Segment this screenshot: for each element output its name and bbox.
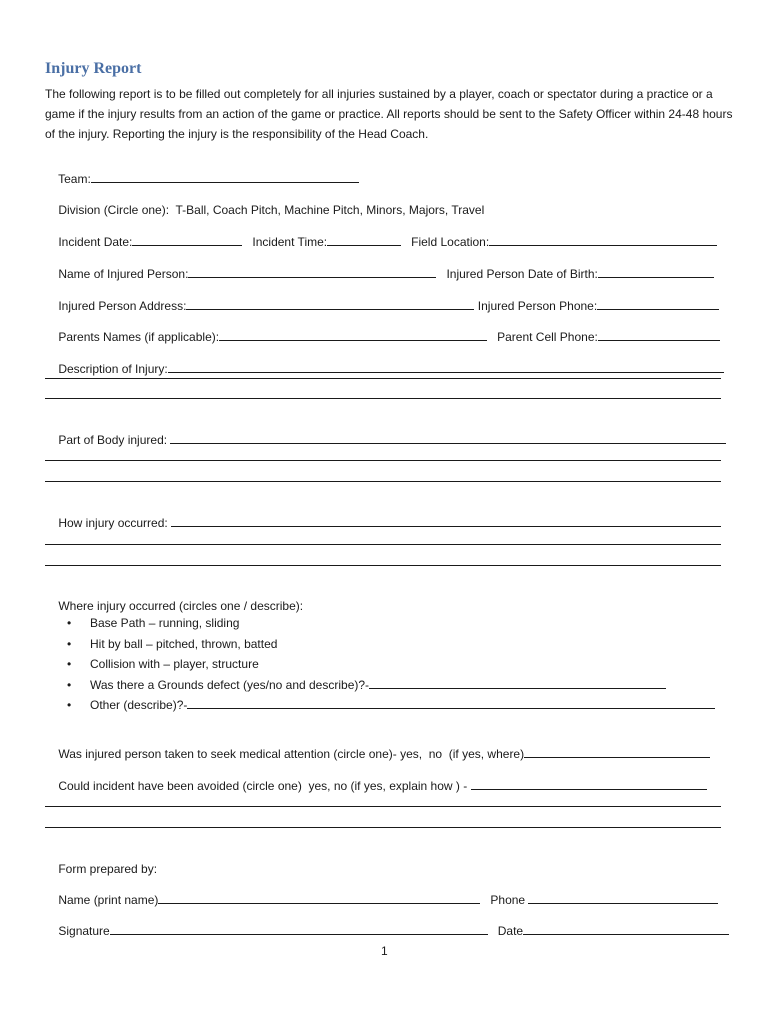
date-field[interactable] — [523, 923, 729, 935]
medical-label: Was injured person taken to seek medical attention (circle one)- yes, no (if yes, where) — [58, 747, 525, 761]
injured-dob-field[interactable] — [598, 266, 714, 278]
description-row — [45, 345, 724, 393]
where-options-list — [45, 613, 715, 716]
where-occurred-label: Where injury occurred (circles one / describe): — [58, 599, 304, 613]
incident-time-label: Incident Time: — [252, 235, 328, 249]
avoidable-line[interactable] — [45, 806, 721, 807]
avoidable-field[interactable] — [471, 778, 707, 790]
parents-names-label: Parents Names (if applicable): — [58, 330, 220, 344]
avoidable-line[interactable] — [45, 827, 721, 828]
page-number: 1 — [381, 944, 388, 958]
where-option-label: Hit by ball – pitched, thrown, batted — [90, 636, 278, 651]
parents-names-field[interactable] — [219, 329, 487, 341]
team-field[interactable] — [91, 171, 359, 183]
medical-where-field[interactable] — [524, 746, 710, 758]
print-name-label: Name (print name) — [58, 893, 159, 907]
injured-address-field[interactable] — [186, 298, 474, 310]
phone-label: Phone — [490, 893, 526, 907]
where-option-label: Collision with – player, structure — [90, 657, 259, 672]
page-title: Injury Report — [45, 60, 142, 77]
body-part-line[interactable] — [45, 481, 721, 482]
body-part-line[interactable] — [45, 460, 721, 461]
body-part-row — [45, 416, 726, 464]
list-item[interactable] — [45, 634, 715, 655]
body-part-field[interactable] — [170, 432, 726, 444]
parent-cell-label: Parent Cell Phone: — [497, 330, 598, 344]
body-part-label: Part of Body injured: — [58, 433, 168, 447]
field-location-label: Field Location: — [411, 235, 490, 249]
avoidable-row — [45, 762, 707, 810]
list-item[interactable] — [45, 675, 715, 696]
grounds-defect-field[interactable] — [369, 677, 666, 689]
how-occurred-field[interactable] — [171, 515, 721, 527]
description-label: Description of Injury: — [58, 362, 168, 376]
list-item[interactable] — [45, 695, 715, 716]
signature-field[interactable] — [110, 923, 488, 935]
incident-time-field[interactable] — [327, 234, 401, 246]
how-occurred-line[interactable] — [45, 544, 721, 545]
avoidable-label: Could incident have been avoided (circle one) yes, no (if yes, explain how ) - — [58, 779, 468, 793]
incident-date-label: Incident Date: — [58, 235, 133, 249]
description-line[interactable] — [45, 398, 721, 399]
how-occurred-line[interactable] — [45, 565, 721, 566]
bullet-icon: • — [67, 698, 72, 713]
form-prepared-label: Form prepared by: — [58, 862, 158, 876]
bullet-icon: • — [67, 616, 72, 630]
list-item[interactable] — [45, 613, 715, 634]
signature-label: Signature — [58, 924, 110, 938]
bullet-icon: • — [67, 636, 72, 651]
list-item[interactable] — [45, 654, 715, 675]
injured-dob-label: Injured Person Date of Birth: — [446, 267, 598, 281]
description-field[interactable] — [168, 361, 724, 373]
intro-paragraph: The following report is to be filled out completely for all injuries sustained by a player, coach or spectator during a practice or a game if the injury results from an action of the game or practice. All reports should be sent to the Safety Officer within 24-48 hours of the injury. Reporting the injury is the responsibility of the Head Coach. — [45, 87, 733, 141]
team-label: Team: — [58, 172, 91, 186]
phone-field[interactable] — [528, 892, 718, 904]
injured-phone-label: Injured Person Phone: — [477, 299, 598, 313]
bullet-icon: • — [67, 657, 72, 672]
field-location-field[interactable] — [489, 234, 717, 246]
other-describe-field[interactable] — [187, 697, 715, 709]
description-line[interactable] — [45, 378, 721, 379]
injured-address-label: Injured Person Address: — [58, 299, 187, 313]
parent-cell-field[interactable] — [598, 329, 720, 341]
injured-name-field[interactable] — [188, 266, 436, 278]
how-occurred-label: How injury occurred: — [58, 516, 168, 530]
date-label: Date — [497, 924, 524, 938]
print-name-field[interactable] — [158, 892, 480, 904]
where-option-label: Base Path – running, sliding — [90, 616, 240, 630]
how-occurred-row — [45, 499, 721, 547]
bullet-icon: • — [67, 677, 72, 692]
division-label: Division (Circle one): T-Ball, Coach Pitch, Machine Pitch, Minors, Majors, Travel — [58, 203, 485, 217]
injured-name-label: Name of Injured Person: — [58, 267, 189, 281]
injured-phone-field[interactable] — [597, 298, 719, 310]
where-option-label: Was there a Grounds defect (yes/no and describe)?- — [90, 677, 370, 692]
where-option-label: Other (describe)?- — [90, 698, 188, 713]
incident-date-field[interactable] — [132, 234, 242, 246]
